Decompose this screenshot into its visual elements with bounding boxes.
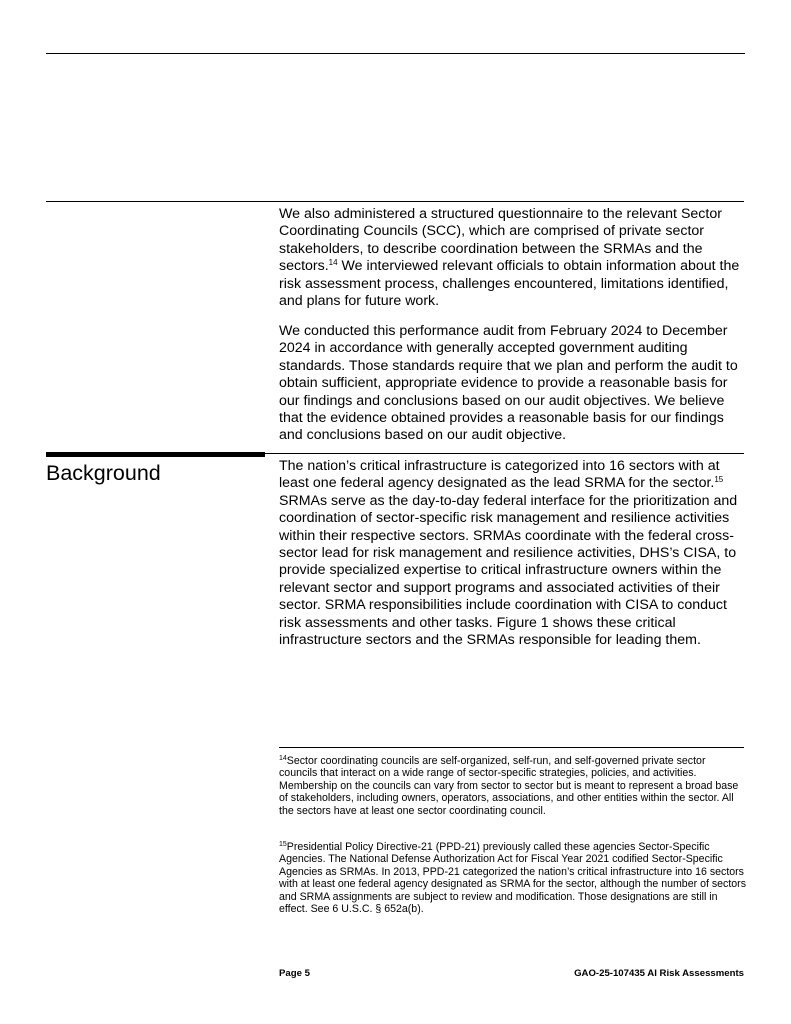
section-divider xyxy=(46,201,744,202)
footnote-14 xyxy=(279,755,746,817)
footnote-ref-14[interactable]: 14 xyxy=(328,258,338,268)
report-identifier: GAO-25-107435 AI Risk Assessments xyxy=(574,968,744,979)
background-heading-bar xyxy=(46,452,265,457)
paragraph-text: SRMAs serve as the day-to-day federal interface for the prioritization and coordination of sector-specific risk management and resilience activities within their respective sectors. SRMAs coordinate with the federal cross-sector lead for risk management and resilience activities, DHS’s CISA, to provide specialized expertise to critical infrastructure owners within the relevant sector and support programs and associated activities of their sector. SRMA responsibilities include coordination with CISA to conduct risk assessments and other tasks. Figure 1 shows these critical infrastructure sectors and the SRMAs responsible for leading them. xyxy=(279,492,738,649)
background-paragraph xyxy=(279,458,747,649)
footnote-text: Presidential Policy Directive-21 (PPD-21) previously called these agencies Sector-Specific Agencies. The National Defense Authorization Act for Fiscal Year 2021 codified Sector-Specific Agencies as SRMAs. In 2013, PPD-21 categorized the nation’s critical infrastructure into 16 sectors with at least one federal agency designated as SRMA for the sector, although the number of sectors and SRMA assignments are subject to review and modification. Those designations are still in effect. See 6 U.S.C. § 652a(b). xyxy=(279,841,746,916)
background-section-rule xyxy=(265,453,744,454)
footnote-15 xyxy=(279,841,746,915)
footnote-text: Sector coordinating councils are self-organized, self-run, and self-governed private sector councils that interact on a wide range of sector-specific strategies, policies, and activities. Membership on the councils can vary from sector to sector but is meant to represent a broad base of stakeholders, including owners, operators, associations, and other entities within the sector. All the sectors have at least one sector coordinating council. xyxy=(279,755,739,817)
paragraph-text: The nation’s critical infrastructure is categorized into 16 sectors with at least one federal agency designated as the lead SRMA for the sector. xyxy=(279,458,720,492)
paragraph-text: We interviewed relevant officials to obtain information about the risk assessment process, challenges encountered, limitations identified, and plans for future work. xyxy=(279,258,740,310)
section-heading-background: Background xyxy=(46,461,161,485)
footnote-separator xyxy=(279,747,744,748)
header-rule xyxy=(46,53,745,54)
footnote-ref-15[interactable]: 15 xyxy=(714,475,724,485)
paragraph-text: We also administered a structured questionnaire to the relevant Sector Coordinating Councils (SCC), which are comprised of private sector stakeholders, to describe coordination between the SRMAs and the sectors. xyxy=(279,206,722,275)
methodology-paragraph-questionnaire xyxy=(279,206,747,310)
paragraph-text: We conducted this performance audit from February 2024 to December 2024 in accordance with generally accepted government auditing standards. Those standards require that we plan and perform the audit to obtain sufficient, appropriate evidence to provide a reasonable basis for our findings and conclusions based on our audit objectives. We believe that the evidence obtained provides a reasonable basis for our findings and conclusions based on our audit objective. xyxy=(279,323,738,444)
footnote-number: 15 xyxy=(279,841,287,848)
page-number: Page 5 xyxy=(279,968,310,979)
methodology-paragraph-audit xyxy=(279,323,747,445)
footnote-number: 14 xyxy=(279,755,287,762)
